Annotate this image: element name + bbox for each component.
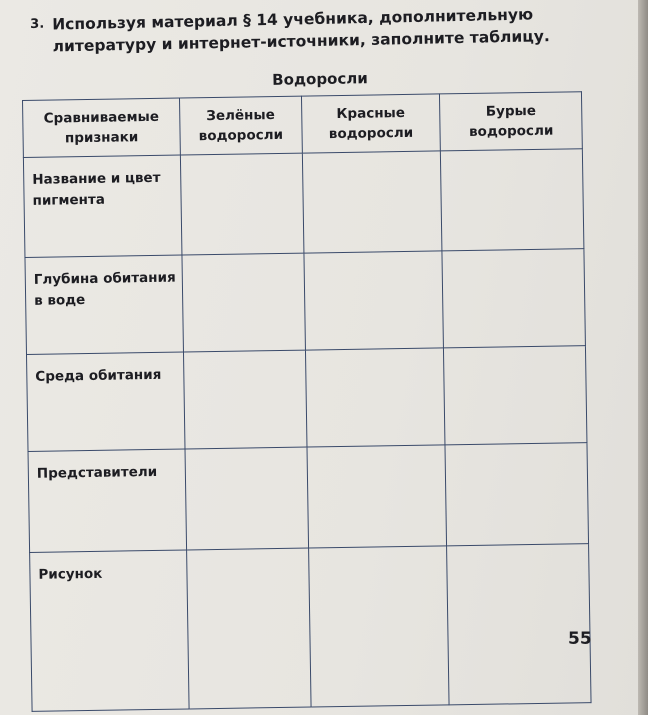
row-label-drawing: Рисунок	[30, 550, 190, 711]
table-row	[23, 149, 584, 258]
cell-brown-representatives[interactable]	[445, 443, 588, 546]
table-row	[25, 249, 585, 355]
header-red-algae: Красные водоросли	[301, 94, 441, 153]
cell-red-drawing[interactable]	[308, 546, 449, 707]
page-edge-shadow	[638, 0, 648, 715]
cell-green-representatives[interactable]	[185, 447, 308, 550]
cell-red-representatives[interactable]	[307, 445, 447, 548]
cell-green-drawing[interactable]	[187, 548, 311, 709]
cell-brown-pigment[interactable]	[441, 149, 584, 251]
table-caption: Водоросли	[272, 69, 368, 89]
cell-red-habitat[interactable]	[305, 348, 445, 447]
cell-red-depth[interactable]	[304, 251, 444, 350]
cell-red-pigment[interactable]	[302, 151, 442, 253]
table-row	[26, 346, 586, 452]
row-label-pigment: Название и цвет пигмента	[23, 155, 182, 257]
task-number: 3.	[30, 16, 45, 32]
cell-green-pigment[interactable]	[180, 153, 303, 255]
header-criteria: Сравниваемые признаки	[23, 98, 181, 157]
table-row	[28, 443, 589, 553]
table-container	[22, 91, 592, 712]
row-label-depth: Глубина обитания в воде	[25, 255, 184, 354]
cell-green-habitat[interactable]	[184, 350, 307, 449]
cell-brown-drawing[interactable]	[447, 544, 591, 705]
row-label-representatives: Представители	[28, 449, 187, 552]
table-row	[30, 544, 591, 712]
task	[30, 2, 591, 58]
page-number: 55	[568, 629, 592, 649]
header-green-algae: Зелёные водоросли	[180, 96, 302, 155]
cell-green-depth[interactable]	[182, 253, 305, 352]
task-text: Используя материал § 14 учебника, дополнительную литературу и интернет-источники, заполните таблицу.	[52, 5, 550, 56]
row-label-habitat: Среда обитания	[26, 352, 185, 451]
cell-brown-depth[interactable]	[442, 249, 585, 348]
table-header-row	[23, 92, 583, 158]
algae-comparison-table	[22, 91, 592, 712]
header-brown-algae: Бурые водоросли	[440, 92, 583, 151]
cell-brown-habitat[interactable]	[444, 346, 587, 445]
